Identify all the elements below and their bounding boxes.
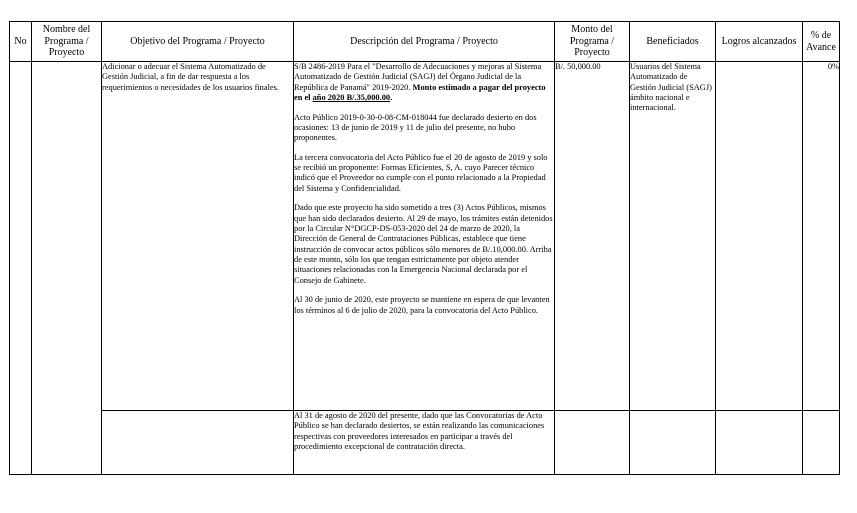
descripcion-update-text: Al 31 de agosto de 2020 del presente, dado que las Convocatorias de Acto Público se han declarado desiertos, se están realizando las comunicaciones respectivas con proveedores interesados en participar a través del procedimiento excepcional de contratación directa. xyxy=(294,411,545,451)
cell-avance-empty xyxy=(803,411,840,475)
cell-objetivo-empty xyxy=(102,411,294,475)
header-beneficiados: Beneficiados xyxy=(630,22,716,62)
cell-avance xyxy=(803,62,840,411)
header-logros: Logros alcanzados xyxy=(716,22,803,62)
beneficiados-text: Usuarios del Sistema Automatizado de Gestión Judicial (SAGJ) ámbito nacional e internacional. xyxy=(630,62,712,113)
monto-estimado-label: Monto estimado a pagar del proyecto en el xyxy=(294,82,546,102)
cell-descripcion-update xyxy=(294,411,555,475)
descripcion-paragraph-2: Acto Público 2019-0-30-0-08-CM-018044 fue declarado desierto en dos ocasiones: 13 de junio de 2019 y 11 de julio del presente, no hubo proponentes. xyxy=(294,112,537,143)
header-objetivo: Objetivo del Programa / Proyecto xyxy=(102,22,294,62)
header-nombre: Nombre del Programa / Proyecto xyxy=(32,22,102,62)
descripcion-paragraph-1 xyxy=(294,62,554,103)
cell-logros-empty xyxy=(716,411,803,475)
descripcion-p1-text: S/B 2486-2019 Para el "Desarrollo de Adecuaciones y mejoras al Sistema Automatizado de Gestión Judicial (SAGJ) del Órgano Judicial de la República de Panamá" 2019-2020. xyxy=(294,62,542,92)
objetivo-text: Adicionar o adecuar el Sistema Automatizado de Gestión Judicial, a fin de dar respuesta a los requerimientos o necesidades de los usuarios finales. xyxy=(102,62,279,92)
monto-value: B/. 50,000.00 xyxy=(555,62,601,71)
header-avance: % de Avance xyxy=(803,22,840,62)
cell-no xyxy=(10,62,32,475)
table-row xyxy=(10,62,840,411)
header-no: No xyxy=(10,22,32,62)
program-table xyxy=(9,21,840,475)
descripcion-paragraph-5: Al 30 de junio de 2020, este proyecto se mantiene en espera de que levanten los términos al 6 de julio de 2020, para la convocatoria del Acto Público. xyxy=(294,295,550,315)
cell-objetivo xyxy=(102,62,294,411)
cell-monto xyxy=(555,62,630,411)
descripcion-paragraph-4: Dado que este proyecto ha sido sometido a tres (3) Actos Públicos, mismos que han sido declarados desierto. Al 29 de mayo, los trámites están detenidos por la Circular N°DGCP-DS-053-2020 del 24 de marzo de 2020, la Dirección de General de Contrataciones Públicas, establece que tiene instrucción de convocar actos públicos sólo menores de B/.10,000.00. Arriba de este monto, sólo los que tengan estrictamente por objeto atender situaciones relacionadas con la Emergencia Nacional declarada por el Consejo de Gabinete. xyxy=(294,203,553,285)
monto-estimado-end: . xyxy=(390,92,393,102)
avance-value: 0% xyxy=(827,62,839,71)
cell-beneficiados xyxy=(630,62,716,411)
header-descripcion: Descripción del Programa / Proyecto xyxy=(294,22,555,62)
cell-beneficiados-empty xyxy=(630,411,716,475)
monto-estimado-value: año 2020 B/.35,000.00 xyxy=(312,92,391,102)
table-row xyxy=(10,411,840,475)
header-monto: Monto del Programa / Proyecto xyxy=(555,22,630,62)
cell-logros xyxy=(716,62,803,411)
header-row xyxy=(10,22,840,62)
cell-descripcion xyxy=(294,62,555,411)
cell-monto-empty xyxy=(555,411,630,475)
descripcion-paragraph-3: La tercera convocatoria del Acto Público fue el 20 de agosto de 2019 y solo se recibió un proponente: Formas Eficientes, S, A. cuyo Parecer técnico indicó que el Proveedor no cumple con el punto relacionado a la Propiedad del Sistema y Confidencialidad. xyxy=(294,152,548,193)
cell-nombre xyxy=(32,62,102,475)
